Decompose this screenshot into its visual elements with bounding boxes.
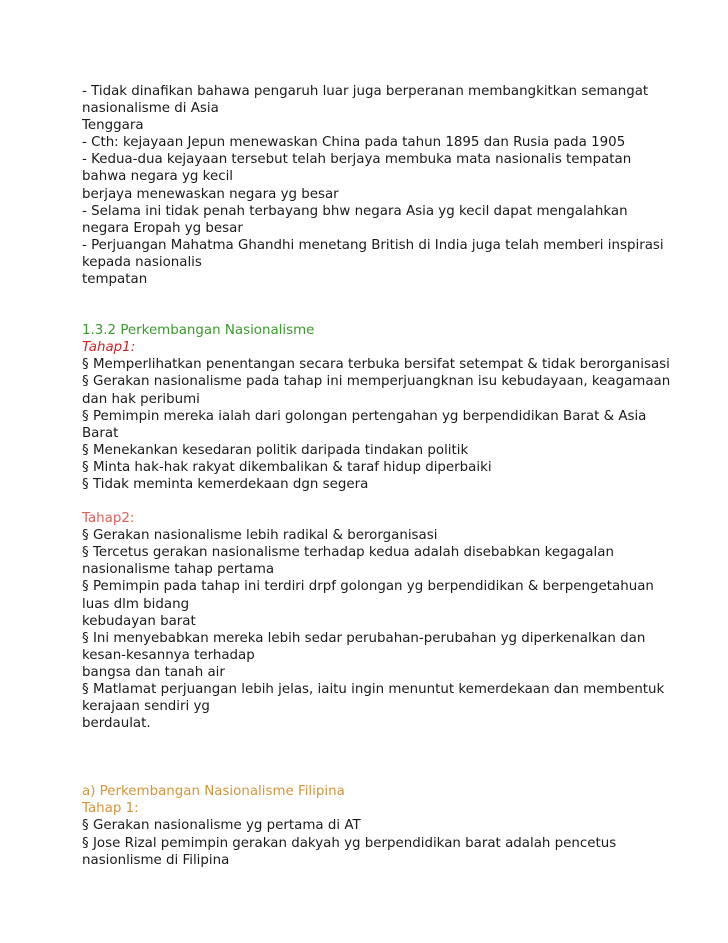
text-line: nasionlisme di Filipina <box>82 852 230 868</box>
text-line: § Jose Rizal pemimpin gerakan dakyah yg berpendidikan barat adalah pencetus <box>82 835 617 851</box>
text-line: Barat <box>82 425 119 441</box>
text-line: bangsa dan tanah air <box>82 664 225 680</box>
intro-paragraph <box>82 83 722 288</box>
text-line: kesan-kesannya terhadap <box>82 647 255 663</box>
text-line: § Gerakan nasionalisme yg pertama di AT <box>82 818 361 834</box>
text-line: bahwa negara yg kecil <box>82 169 234 185</box>
text-line: berdaulat. <box>82 716 151 732</box>
text-line: kebudayan barat <box>82 613 196 629</box>
text-line: Tenggara <box>82 118 144 134</box>
spacer <box>82 732 722 783</box>
document-page <box>82 83 722 869</box>
tahap2-label: Tahap2: <box>82 511 135 527</box>
tahap1-label: Tahap1: <box>82 340 136 356</box>
text-line: - Tidak dinafikan bahawa pengaruh luar juga berperanan membangkitkan semangat <box>82 84 649 99</box>
text-line: nasionalisme di Asia <box>82 101 219 117</box>
filipina-tahap1-label: Tahap 1: <box>82 801 139 817</box>
section-heading-filipina: a) Perkembangan Nasionalisme Filipina <box>82 784 345 800</box>
spacer <box>82 493 722 510</box>
text-line: - Perjuangan Mahatma Ghandhi menetang British di India juga telah memberi inspirasi <box>82 237 664 253</box>
text-line: § Pemimpin pada tahap ini terdiri drpf golongan yg berpendidikan & berpengetahuan <box>82 579 654 595</box>
text-line: - Cth: kejayaan Jepun menewaskan China pada tahun 1895 dan Rusia pada 1905 <box>82 135 626 151</box>
tahap2-list <box>82 527 722 732</box>
text-line: tempatan <box>82 272 148 288</box>
text-line: § Matlamat perjuangan lebih jelas, iaitu ingin menuntut kemerdekaan dan membentuk <box>82 682 665 697</box>
text-line: § Ini menyebabkan mereka lebih sedar perubahan-perubahan yg diperkenalkan dan <box>82 630 646 646</box>
text-line: § Tidak meminta kemerdekaan dgn segera <box>82 476 369 492</box>
spacer <box>82 288 722 322</box>
text-line: kepada nasionalis <box>82 254 202 270</box>
text-line: § Gerakan nasionalisme pada tahap ini memperjuangknan isu kebudayaan, keagamaan <box>82 374 671 390</box>
text-line: nasionalisme tahap pertama <box>82 562 275 578</box>
text-line: berjaya menewaskan negara yg besar <box>82 186 339 202</box>
text-line: § Tercetus gerakan nasionalisme terhadap kedua adalah disebabkan kegagalan <box>82 545 614 561</box>
text-line: kerajaan sendiri yg <box>82 699 210 715</box>
text-line: luas dlm bidang <box>82 596 190 612</box>
text-line: § Memperlihatkan penentangan secara terbuka bersifat setempat & tidak berorganisasi <box>82 357 670 373</box>
text-line: dan hak peribumi <box>82 391 200 407</box>
tahap1-list <box>82 356 722 493</box>
text-line: - Selama ini tidak penah terbayang bhw negara Asia yg kecil dapat mengalahkan <box>82 203 628 219</box>
text-line: negara Eropah yg besar <box>82 220 243 236</box>
section-heading-1-3-2: 1.3.2 Perkembangan Nasionalisme <box>82 323 315 339</box>
text-line: § Menekankan kesedaran politik daripada tindakan politik <box>82 442 469 458</box>
text-line: § Minta hak-hak rakyat dikembalikan & taraf hidup diperbaiki <box>82 459 492 475</box>
text-line: § Pemimpin mereka ialah dari golongan pertengahan yg berpendidikan Barat & Asia <box>82 408 647 424</box>
text-line: - Kedua-dua kejayaan tersebut telah berjaya membuka mata nasionalis tempatan <box>82 152 632 168</box>
filipina-list <box>82 817 722 868</box>
text-line: § Gerakan nasionalisme lebih radikal & berorganisasi <box>82 528 438 544</box>
